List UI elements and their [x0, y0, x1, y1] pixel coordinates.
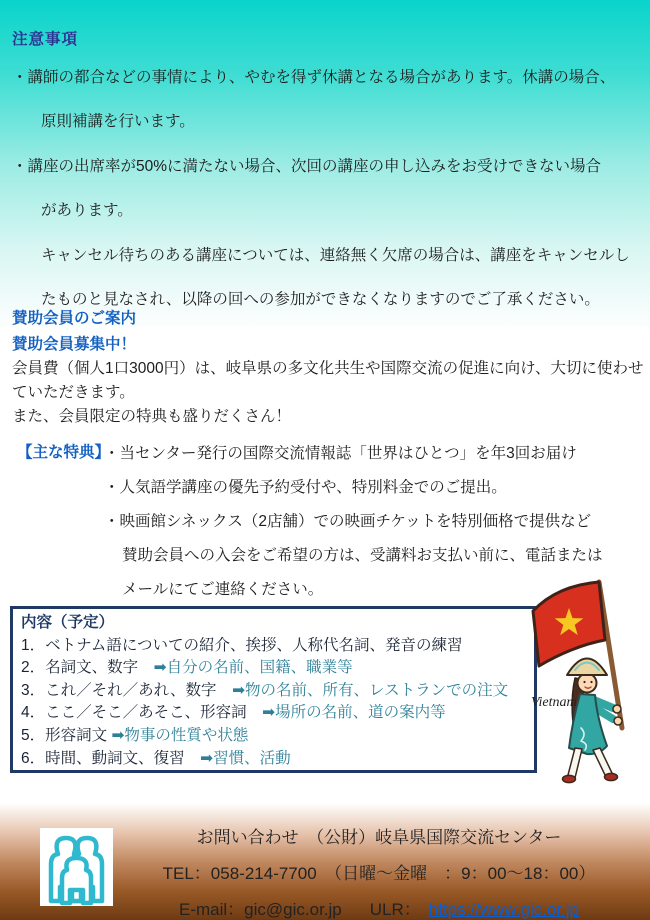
- benefits-label: 【主な特典】: [17, 444, 111, 461]
- footer-url-link[interactable]: https://www.gic.or.jp: [428, 899, 579, 919]
- girl-leg: [593, 748, 612, 777]
- girl-head: [578, 674, 597, 693]
- notice-line: 原則補講を行います。: [41, 113, 195, 131]
- footer-url-label: ULR：: [369, 899, 421, 919]
- girl-hand: [613, 705, 621, 713]
- notice-line: ・講座の出席率が50%に満たない場合、次回の講座の申し込みをお受けできない場合: [12, 157, 602, 175]
- girl-leg: [568, 748, 582, 778]
- contents-item: [21, 702, 526, 725]
- footer-org-line: お問い合わせ （公財）岐阜県国際交流センター: [196, 828, 562, 847]
- contents-item-main: 6．時間、動詞文、復習: [21, 749, 201, 767]
- contents-item: [21, 680, 526, 703]
- benefit-item: ・人気語学講座の優先予約受付や、特別料金でのご提出。: [104, 479, 507, 496]
- footer-email-line: [108, 892, 650, 920]
- contents-item-detail: ➡物事の性質や状態: [111, 726, 249, 744]
- benefit-note: メールにてご連絡ください。: [122, 581, 324, 598]
- contents-item-main: 3．これ／それ／あれ、数字: [21, 681, 233, 699]
- contents-item-detail: ➡場所の名前、道の案内等: [262, 704, 446, 722]
- benefit-note: 賛助会員への入会をご希望の方は、受講料お支払い前に、電話または: [122, 547, 603, 564]
- vietnam-illustration: [523, 578, 650, 796]
- contents-item-detail: ➡物の名前、所有、レストランでの注文: [232, 681, 509, 699]
- footer-email: E-mail：gic@gic.or.jp: [179, 899, 342, 919]
- contents-item-detail: ➡自分の名前、国籍、職業等: [153, 659, 353, 677]
- notice-line: たものと見なされ、以降の回への参加ができなくなりますのでご了承ください。: [41, 291, 600, 309]
- course-contents-box: [10, 606, 537, 773]
- notice-line: があります。: [41, 202, 133, 220]
- notice-line: ・講師の都合などの事情により、やむを得ず休講となる場合があります。休講の場合、: [12, 69, 616, 86]
- notice-line: キャンセル待ちのある講座については、連絡無く欠席の場合は、講座をキャンセルし: [41, 246, 630, 264]
- footer-contact: [108, 820, 650, 920]
- footer-tel-line: TEL：058-214-7700 （日曜～金曜 ：9：00～18：00）: [162, 863, 596, 883]
- contents-item: [21, 657, 526, 680]
- notice-heading: 注意事項: [12, 31, 79, 48]
- benefit-item: ・当センター発行の国際交流情報誌「世界はひとつ」を年3回お届け: [104, 445, 577, 462]
- girl-shoe: [563, 775, 576, 782]
- contents-item-main: 1．ベトナム語についての紹介、挨拶、人称代名詞、発音の練習: [21, 636, 463, 654]
- contents-title: 内容（予定）: [21, 614, 115, 631]
- contents-item-main: 5．形容詞文: [21, 726, 112, 744]
- contents-item-detail: ➡習慣、活動: [200, 749, 291, 767]
- conical-hat: [567, 659, 607, 676]
- contents-item-main: 2．名詞文、数字: [21, 659, 154, 677]
- membership-recruiting-heading: 賛助会員募集中！: [12, 336, 137, 353]
- membership-heading: 賛助会員のご案内: [12, 310, 137, 327]
- contents-item: [21, 725, 526, 748]
- membership-fee-text: 会員費（個人1口3000円）は、岐阜県の多文化共生や国際交流の促進に向け、大切に使わせていただきます。: [12, 360, 644, 401]
- membership-perks-text: また、会員限定の特典も盛りだくさん！: [12, 408, 292, 425]
- benefit-item: ・映画館シネックス（2店舗）での映画チケットを特別価格で提供など: [104, 513, 592, 530]
- girl-hand: [614, 717, 622, 725]
- contents-item: [21, 748, 526, 771]
- notice-section: [12, 56, 644, 322]
- girl-shoe: [605, 773, 618, 780]
- contents-item-main: 4．ここ／そこ／あそこ、形容詞: [21, 704, 263, 722]
- vietnam-caption: Vietnam: [531, 695, 577, 710]
- contents-item: [21, 635, 526, 658]
- gic-logo: [40, 828, 113, 906]
